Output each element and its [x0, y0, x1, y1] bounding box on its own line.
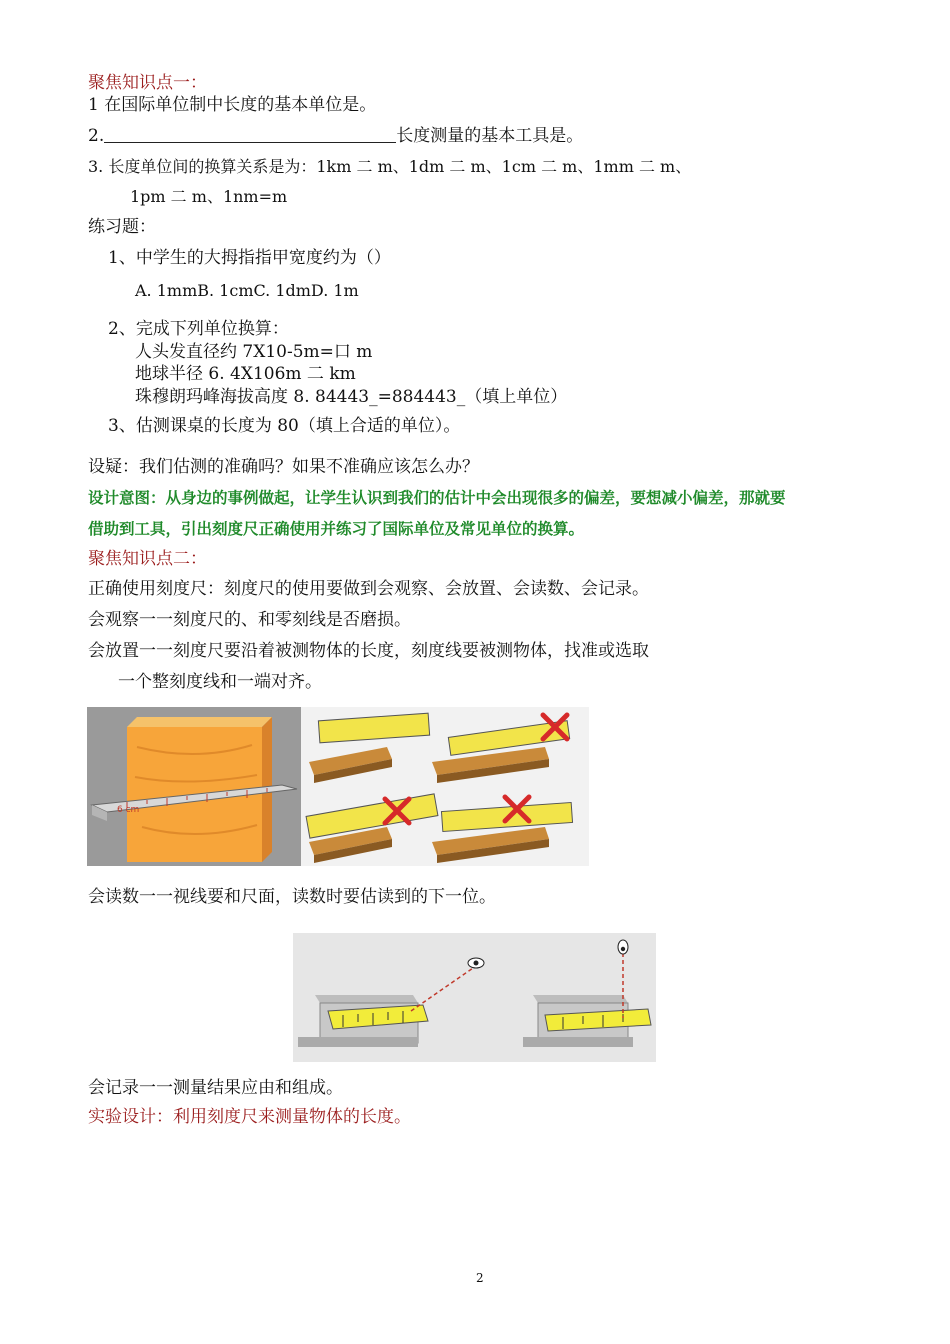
reading-line-of-sight-figure: [293, 933, 656, 1062]
question-2-number: 2.: [88, 126, 105, 146]
exercise-2-a: 人头发直径约 7X10-5m=口 m: [135, 342, 373, 362]
question-1: 1 在国际单位制中长度的基本单位是。: [88, 95, 377, 115]
question-3-line1: 3. 长度单位间的换算关系是为：1km 二 m、1dm 二 m、1cm 二 m、1mm 二 m、: [88, 157, 692, 176]
question-2-text: 长度测量的基本工具是。: [396, 126, 584, 146]
place-rule-line2: 一个整刻度线和一端对齐。: [118, 672, 322, 692]
experiment-design: 实验设计：利用刻度尺来测量物体的长度。: [88, 1107, 411, 1127]
question-doubt: 设疑：我们估测的准确吗？如果不准确应该怎么办？: [88, 457, 479, 477]
record-rule: 会记录一一测量结果应由和组成。: [88, 1078, 343, 1098]
observe-rule: 会观察一一刻度尺的、和零刻线是否磨损。: [88, 610, 411, 630]
question-2: [88, 125, 583, 147]
design-intent-line1: 设计意图：从身边的事例做起，让学生认识到我们的估计中会出现很多的偏差，要想减小偏差，那就要: [88, 489, 786, 507]
exercise-2-b: 地球半径 6. 4X106m 二 km: [135, 364, 356, 384]
exercise-3: 3、估测课桌的长度为 80（填上合适的单位）。: [108, 416, 461, 436]
eye-icon: [618, 940, 628, 954]
ruler-usage-intro: 正确使用刻度尺：刻度尺的使用要做到会观察、会放置、会读数、会记录。: [88, 579, 649, 599]
exercise-2-c: 珠穆朗玛峰海拔高度 8. 84443_=884443_（填上单位）: [135, 387, 568, 407]
question-3-line2: 1pm 二 m、1nm=m: [130, 187, 288, 206]
answer-blank: [104, 126, 396, 143]
exercise-1-options: A. 1mmB. 1cmC. 1dmD. 1m: [135, 281, 359, 300]
block-top: [127, 717, 272, 727]
exercise-2: 2、完成下列单位换算：: [108, 319, 289, 339]
ruler-placement-figure: [87, 707, 589, 866]
place-rule-line1: 会放置一一刻度尺要沿着被测物体的长度，刻度线要被测物体，找准或选取: [88, 641, 649, 661]
eye-icon: [468, 958, 484, 968]
ruler-scale-label: 6 cm: [117, 805, 140, 815]
section2-title: 聚焦知识点二：: [88, 549, 207, 569]
exercises-title: 练习题：: [88, 217, 156, 237]
exercise-1: 1、中学生的大拇指指甲宽度约为（）: [108, 248, 391, 268]
design-intent-line2: 借助到工具，引出刻度尺正确使用并练习了国际单位及常见单位的换算。: [88, 520, 585, 538]
section1-title: 聚焦知识点一：: [88, 73, 207, 93]
read-rule: 会读数一一视线要和尺面，读数时要估读到的下一位。: [88, 887, 496, 907]
page-number: 2: [476, 1271, 484, 1285]
